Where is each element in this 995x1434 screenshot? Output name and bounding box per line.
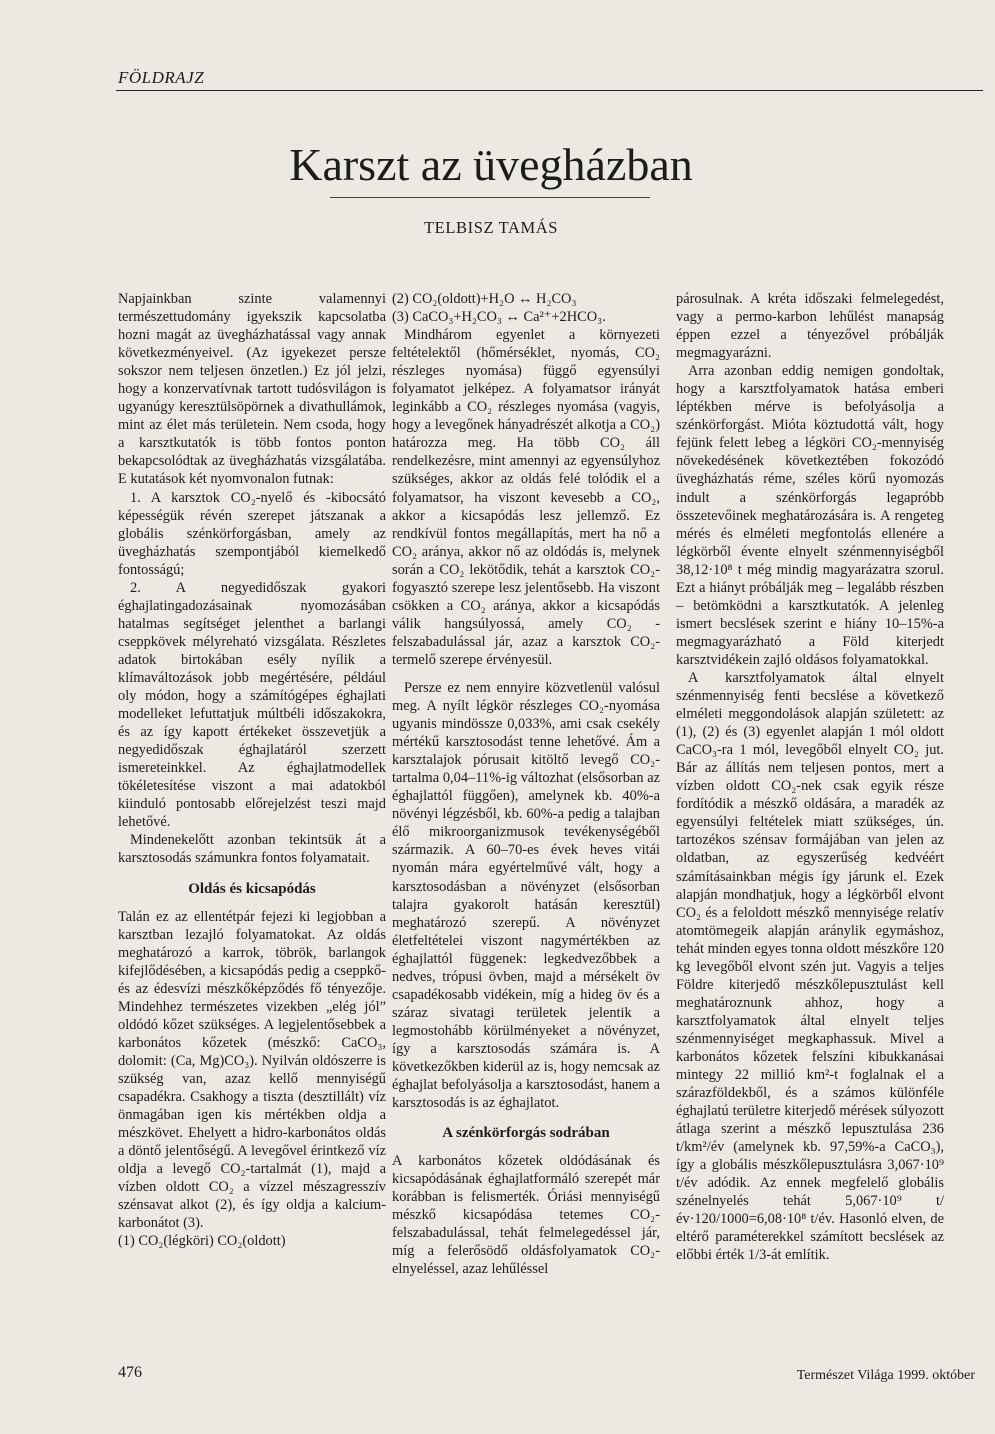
section-heading: Oldás és kicsapódás (188, 880, 316, 897)
paragraph: párosulnak. A kréta időszaki felmelegedést, vagy a permo-karbon lehűlést manapság éppen ezzel a tényezővel próbálják megmagyarázni. (676, 291, 944, 362)
article-author: TELBISZ TAMÁS (423, 218, 559, 237)
column-1 (118, 290, 386, 1250)
equation-3: (3) CaCO₃+H₂CO₃ ↔ Ca²⁺+2HCO₃. (392, 309, 606, 326)
paragraph: Arra azonban eddig nemigen gondoltak, hogy a karsztfolyamatok hatása emberi léptékben mérve is befolyásolja a szénkörforgást. Mióta köztudottá vált, hogy fejünk felett lebeg a légköri CO₂-mennyiség növekedésének következtében fokozódó üvegházhatás réme, széles körű nyomozás indult a szénkörforgás legapróbb összetevőinek meghatározására is. A rengeteg mérés és elméleti megfontolás ellenére a légkörből évente elnyelt szénmennyiségből 38,12·10⁸ t még mindig magyarázatra szorul. Ezt a hiányt próbálják meg – legalább részben – betömködni a karsztkutatók. A jelenleg ismert becslések szerint e hiány 10–15%-a megmagyarázható a Föld kiterjedt karsztvidékein zajló oldásos folyamatokkal. (676, 363, 944, 668)
column-2 (392, 290, 660, 1278)
section-label: FÖLDRAJZ (118, 68, 205, 87)
paragraph: 2. A negyedidőszak gyakori éghajlatingadozásainak nyomozásában hatalmas segítséget jelenthet a barlangi cseppkövek mélyreható vizsgálata. Részletes adatok birtokában esély nyílik a klímaváltozások jobb megértésére, például oly módon, hogy a számítógépes éghajlati modelleket lefuttatjuk múltbéli időszakokra, és az így kapott értékeket összevetjük a negyedidőszak éghajlatáról szerzett ismereteinkkel. Az éghajlatmodellek tökéletesítése viszont a mai adatokból kiinduló pontosabb előrejelzést teszi majd lehetővé. (118, 579, 386, 831)
paragraph: Napjainkban szinte valamennyi természettudomány igyekszik kapcsolatba hozni magát az üvegházhatással vagy annak következményeivel. (Az igyekezet persze sokszor nem teljesen önzetlen.) Ez jól jelzi, hogy a konzervatívnak tartott tudósvilágon is ugyanúgy keresztülsöpörnek a divathullámok, mint az élet más területein. Nem csoda, hogy a karsztkutatók is több fontos ponton bekapcsolódtak az üvegházhatás vizsgálatába. E kutatások két nyomvonalon futnak: (118, 291, 386, 488)
title-rule (330, 197, 650, 198)
paragraph: Mindenekelőtt azonban tekintsük át a karsztosodás számunkra fontos folyamatait. (118, 832, 386, 867)
column-3 (676, 290, 944, 1265)
header-rule (116, 90, 983, 91)
equation-2: (2) CO₂(oldott)+H₂O ↔ H₂CO₃ (392, 291, 577, 307)
equation-1: (1) CO₂(légköri) CO₂(oldott) (118, 1233, 286, 1250)
paragraph: A karbonátos kőzetek oldódásának és kicsapódásának éghajlatformáló szerepét már korábban is felismerték. Óriási mennyiségű mészkő kicsapódása tetemes CO₂-felszabadulással, tehát felmelegedéssel jár, míg a felerősödő oldásfolyamatok CO₂-elnyeléssel, azaz lehűléssel (392, 1153, 660, 1278)
article-title: Karszt az üvegházban (289, 139, 693, 190)
section-heading: A szénkörforgás sodrában (442, 1125, 610, 1142)
paragraph: A karsztfolyamatok által elnyelt szénmennyiség fenti becslése a következő elméleti meggondolások alapján született: az (1), (2) és (3) egyenlet alapján 1 mól oldott CaCO₃-ra 1 mól, levegőből elnyelt CO₂ jut. Bár az állítás nem teljesen pontos, mert a vízben oldott CO₂-nek csak egyik része fordítódik a mészkő oldására, a maradék az egyensúlyi feltételek miatt szükséges, ún. tartozékos szénsav formájában van jelen az oldatban, az egyszerűség kedvéért számításainkban mégis így járunk el. Ezek alapján mondhatjuk, hogy a légkörből elvont CO₂ és a feloldott mészkő mennyisége relatív atomtömegeik alapján aránylik egymáshoz, tehát minden egyes tonna oldott mészkőre 120 kg levegőből elvont szén jut. Vagyis a teljes Földre kiterjedő mészkőlepusztulást kell meghatároznunk ahhoz, hogy a karsztfolyamatok által elnyelt teljes szénmennyiséget megkaphassuk. Mivel a karbonátos kőzetek felszíni kibukkanásai mintegy 22 millió km²-t foglalnak el a szárazföldekből, és a számos különféle éghajlatú területre kiterjedő mérések súlyozott átlaga szerint a mészkő lepusztulása 236 t/km²/év (amelynek kb. 97,59%-a CaCO₃), így a globális mészkőlepusztulásra 3,067·10⁹ t/év adódik. Az ennek megfelelő globális szénelnyelés tehát 5,067·10⁹ t/év·120/1000=6,08·10⁸ t/év. Hasonló elven, de eltérő paraméterekkel számított becslések az előbbi érték 1/3-át említik. (676, 669, 944, 1264)
paragraph: Persze ez nem ennyire közvetlenül valósul meg. A nyílt légkör részleges CO₂-nyomása ugyanis mindössze 0,033%, ami csak csekély mértékű karsztosodást tenne lehetővé. Ám a karsztalajok pórusait kitöltő levegő CO₂-tartalma 0,04–11%-ig változhat (elsősorban az éghajlattól függően), amelynek kb. 40%-a növényi légzésből, kb. 60%-a pedig a talajban élő mikroorganizmusok tevékenységéből származik. A 60–70-es évek heves vitái nyomán mára egyértelművé vált, hogy a karsztosodásban a növényzet (elsősorban talajra gyakorolt hatásán keresztül) meghatározó szerepű. A növényzet életfeltételei viszont nagymértékben az éghajlattól függenek: legkedvezőbbek a nedves, trópusi övben, majd a mérsékelt öv csapadékosabb vidékein, míg a hideg öv és a száraz sivatagi területek jelentik a legmostohább körülményeket a növényzet, így a karsztosodás számára is. A következőkben kiderül az is, hogy nemcsak az éghajlat befolyásolja a karsztosodást, hanem a karsztosodás is az éghajlatot. (392, 679, 660, 1112)
paragraph: Mindhárom egyenlet a környezeti feltételektől (hőmérséklet, nyomás, CO₂ részleges nyomása) függő egyensúlyi folyamatot jelképez. A folyamatsor irányát leginkább a CO₂ részleges nyomása (vagyis, hogy a levegőnek hányadrészét alkotja a CO₂) határozza meg. Ha több CO₂ áll rendelkezésre, mint amennyi az egyensúlyhoz szükséges, akkor az oldás felé tolódik el a folyamatsor, ha viszont kevesebb a CO₂, akkor a kicsapódás lesz jellemző. Ez rendkívül fontos megállapítás, mert ha nő a CO₂ aránya, akkor nő az oldódás is, melynek során a CO₂ lekötődik, tehát a karsztok CO₂-fogyasztó szerepe lesz jelentősebb. Ha viszont csökken a CO₂ aránya, akkor a kicsapódás válik hangsúlyossá, amely CO₂ -felszabadulással jár, azaz a karsztok CO₂-termelő szerepe érvényesül. (392, 327, 660, 668)
page-number: 476 (118, 1364, 142, 1381)
paragraph: 1. A karsztok CO₂-nyelő és -kibocsátó képességük révén szerepet játszanak a globális szénkörforgásban, amely az üvegházhatás szempontjából kiemelkedő fontosságú; (118, 489, 386, 578)
paragraph: Talán ez az ellentétpár fejezi ki legjobban a karsztban lezajló folyamatokat. Az oldás meghatározó a karrok, töbrök, barlangok kifejlődésében, a kicsapódás pedig a cseppkő- és az édesvízi mészkőképződés fő tényezője. Mindehhez természetes vizekben „elég jól” oldódó kőzet szükséges. A legjelentősebbek a karbonátos kőzetek (mészkő: CaCO₃, dolomit: (Ca, Mg)CO₃). Nyilván oldószerre is szükség van, azaz kellő mennyiségű csapadékra. Csakhogy a tiszta (desztillált) víz önmagában igen kis mértékben oldja a mészkövet. Ehelyett a hidro-karbonátos oldás a döntő jelentőségű. A levegővel érintkező víz oldja a levegő CO₂-tartalmát (1), majd a vízben oldott CO₂ a vízzel mészagresszív szénsavat alkot (2), és így oldja a kalcium-karbonátot (3). (118, 908, 386, 1232)
footer-source: Természet Világa 1999. október (796, 1368, 975, 1383)
